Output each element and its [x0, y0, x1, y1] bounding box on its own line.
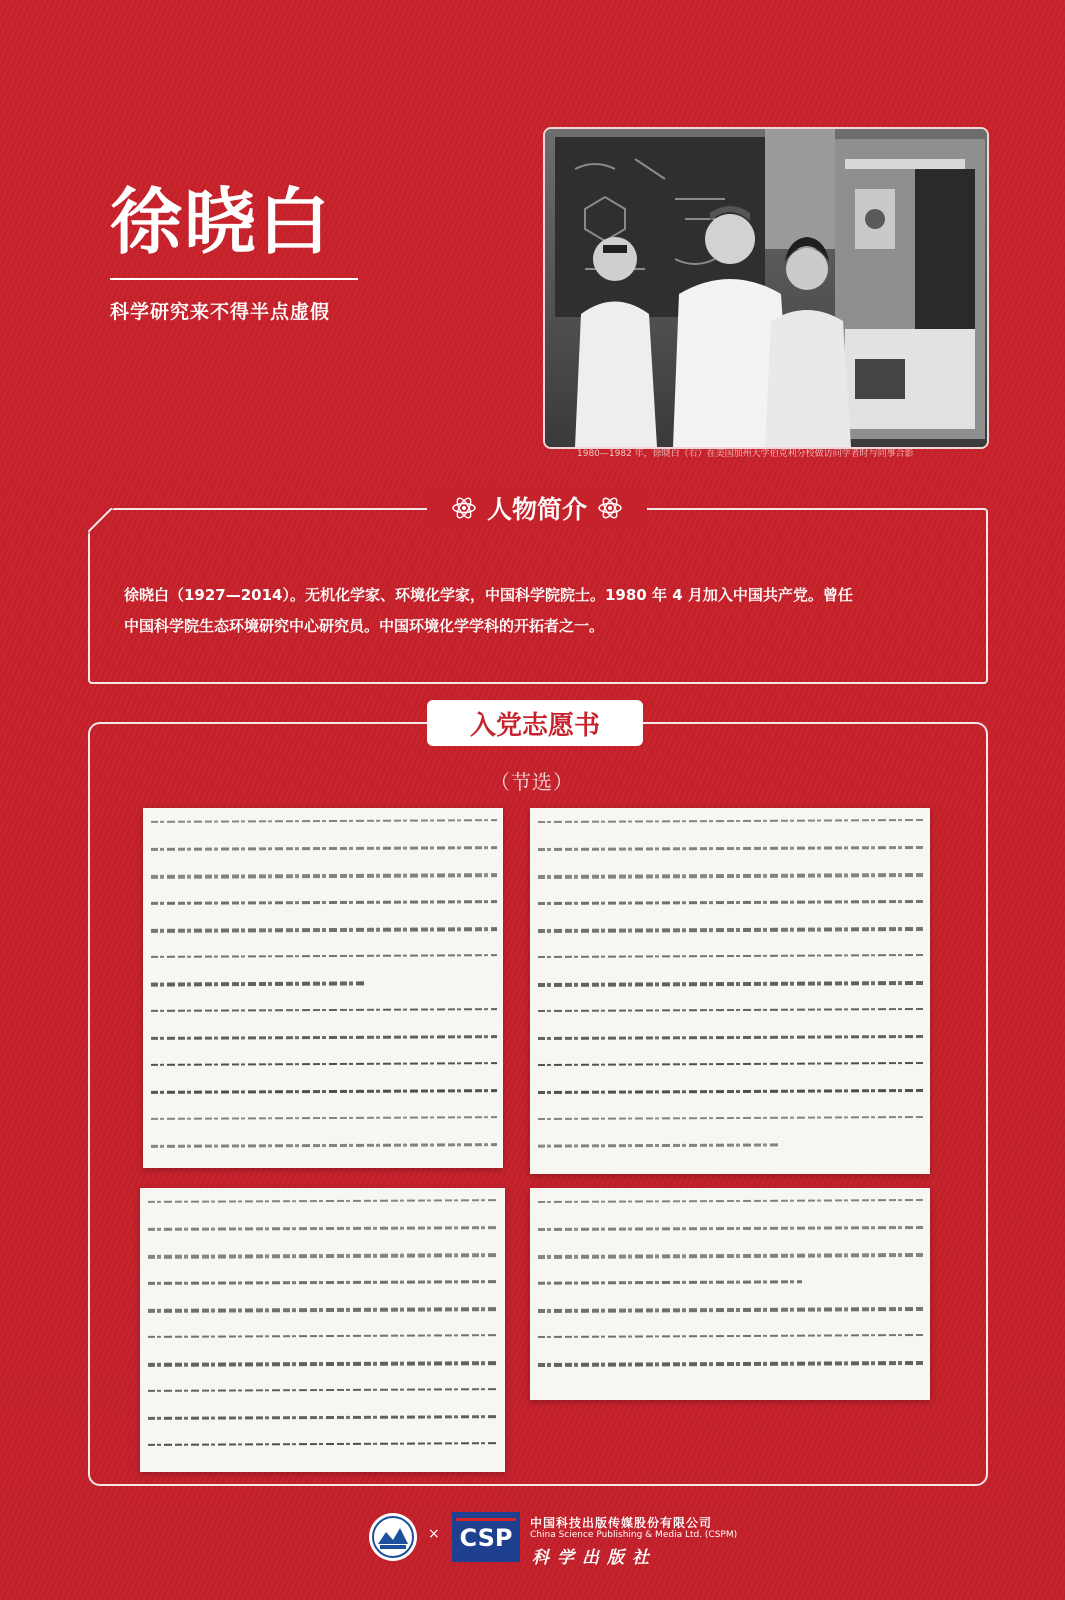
- application-section-title: 入党志愿书: [427, 700, 643, 746]
- publisher-press-name: 科学出版社: [532, 1548, 657, 1568]
- handwriting-line: [538, 1116, 924, 1120]
- cspm-logo-icon: [452, 1512, 520, 1562]
- handwriting-line: [148, 1361, 499, 1367]
- handwriting-line: [148, 1442, 499, 1446]
- handwriting-line: [538, 981, 924, 987]
- handwriting-line: [151, 1116, 497, 1120]
- handwriting-line: [151, 819, 497, 823]
- handwriting-line: [151, 954, 497, 958]
- cspm-logo-text: CSP: [459, 1524, 513, 1552]
- handwriting-line: [151, 981, 367, 986]
- handwriting-line: [538, 1199, 924, 1203]
- handwriting-line: [151, 873, 497, 879]
- atom-icon: [597, 495, 623, 521]
- handwriting-line: [148, 1280, 499, 1285]
- handwriting-line: [538, 1089, 924, 1094]
- letter-page-3: [140, 1188, 505, 1472]
- atom-icon: [451, 495, 477, 521]
- profile-title-bar: [427, 490, 647, 526]
- handwriting-line: [538, 873, 924, 879]
- publisher-chinese-name: 中国科技出版传媒股份有限公司: [530, 1516, 713, 1530]
- handwriting-line: [538, 954, 924, 958]
- handwriting-line: [538, 819, 924, 823]
- handwriting-line: [151, 1035, 497, 1040]
- handwriting-line: [148, 1334, 499, 1338]
- photo-illustration: [545, 129, 987, 447]
- page-subtitle: 科学研究来不得半点虚假: [110, 301, 331, 323]
- handwriting-line: [538, 900, 924, 905]
- person-name: 徐晓白: [110, 179, 333, 264]
- handwriting-line: [538, 1253, 924, 1259]
- handwriting-line: [151, 927, 497, 933]
- letter-page-4: [530, 1188, 930, 1400]
- corner-fold-decoration: [88, 508, 114, 534]
- handwriting-line: [538, 1008, 924, 1012]
- handwriting-line: [148, 1199, 499, 1203]
- handwriting-line: [151, 1008, 497, 1012]
- handwriting-line: [148, 1226, 499, 1231]
- title-divider: [110, 278, 358, 280]
- handwriting-line: [538, 1035, 924, 1040]
- handwriting-line: [148, 1415, 499, 1420]
- handwriting-line: [538, 1143, 778, 1147]
- publisher-english-name: China Science Publishing & Media Ltd. (CSPM): [530, 1530, 738, 1540]
- handwriting-line: [538, 1334, 924, 1338]
- society-logo-icon: [368, 1512, 418, 1562]
- handwriting-line: [538, 846, 924, 851]
- handwriting-line: [151, 1062, 497, 1066]
- bio-line: 中国科学院生态环境研究中心研究员。中国环境化学学科的开拓者之一。: [124, 617, 605, 635]
- handwriting-line: [538, 1226, 924, 1231]
- letter-page-2: [530, 808, 930, 1174]
- handwriting-line: [148, 1307, 499, 1313]
- handwriting-line: [151, 900, 497, 905]
- excerpt-label: （节选）: [490, 770, 574, 794]
- biography-text: [124, 580, 964, 642]
- handwriting-line: [538, 1280, 802, 1284]
- handwriting-line: [538, 1307, 924, 1313]
- handwriting-line: [538, 1361, 924, 1367]
- profile-section-title: 人物简介: [486, 495, 587, 524]
- handwriting-line: [148, 1388, 499, 1392]
- handwriting-line: [151, 846, 497, 851]
- handwriting-line: [151, 1089, 497, 1094]
- bio-line: 徐晓白（1927—2014）。无机化学家、环境化学家，中国科学院院士。1980 年 4 月加入中国共产党。曾任: [124, 586, 853, 604]
- letter-page-1: [143, 808, 503, 1168]
- handwriting-line: [538, 1062, 924, 1066]
- handwriting-line: [151, 1143, 497, 1148]
- handwriting-line: [538, 927, 924, 933]
- collaboration-x: ×: [428, 1526, 440, 1542]
- handwriting-line: [148, 1253, 499, 1259]
- photo-caption: 1980—1982 年，徐晓白（右）在美国加州大学伯克利分校做访问学者时与同事合影: [577, 449, 914, 459]
- historical-photo: [543, 127, 989, 449]
